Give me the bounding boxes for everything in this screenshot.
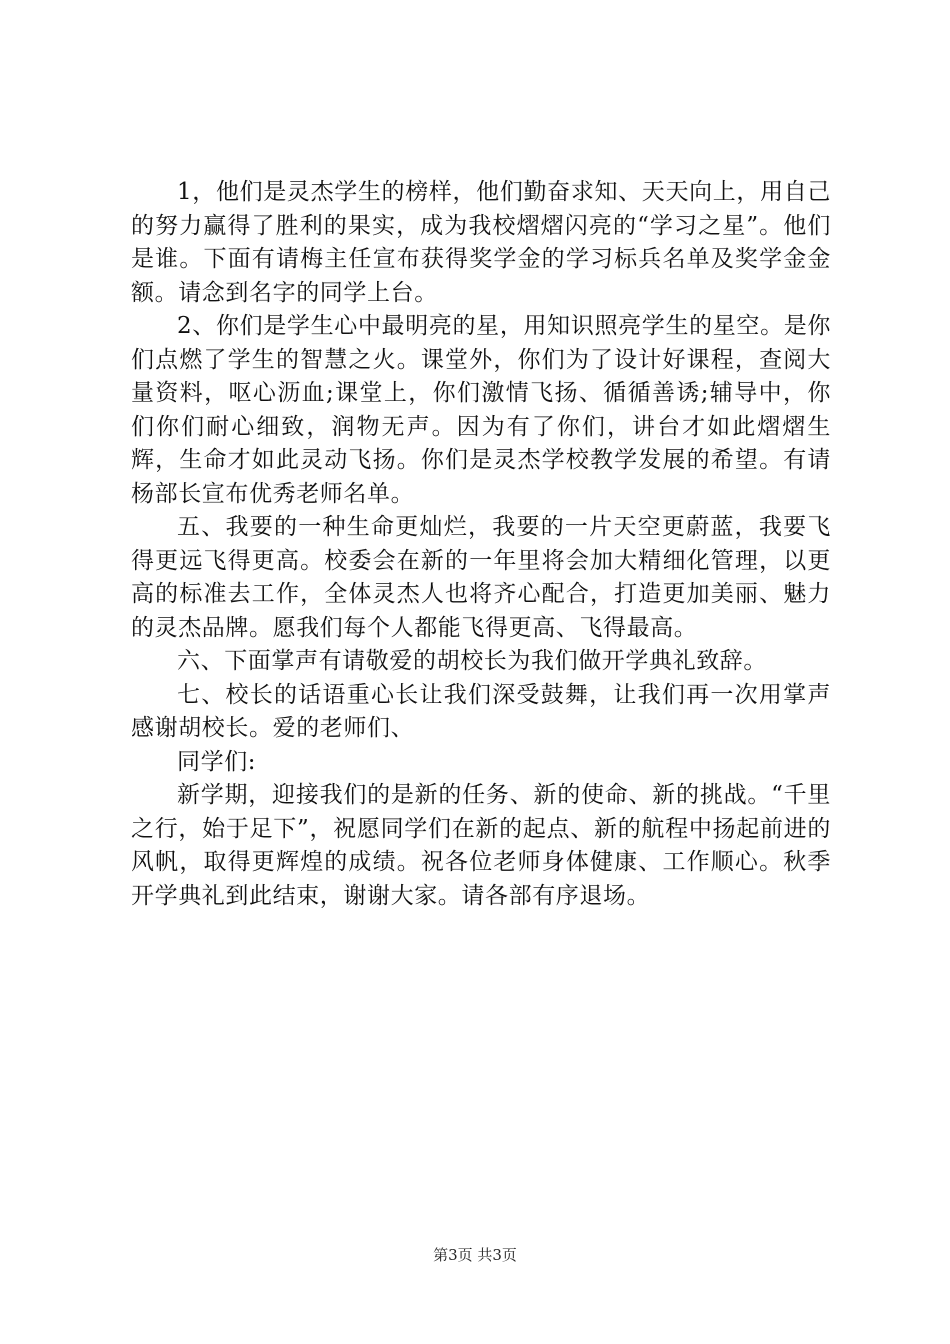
- paragraph-5: 七、校长的话语重心长让我们深受鼓舞，让我们再一次用掌声感谢胡校长。爱的老师们、: [131, 681, 831, 741]
- paragraph-4: 六、下面掌声有请敬爱的胡校长为我们做开学典礼致辞。: [177, 648, 767, 674]
- paragraph-1: 1，他们是灵杰学生的榜样，他们勤奋求知、天天向上，用自己的努力赢得了胜利的果实，成为我校熠熠闪亮的“学习之星”。他们是谁。下面有请梅主任宣布获得奖学金的学习标兵名单及奖学金金额。请念到名字的同学上台。: [131, 179, 831, 306]
- paragraph-7: 新学期，迎接我们的是新的任务、新的使命、新的挑战。“千里之行，始于足下”，祝愿同学们在新的起点、新的航程中扬起前进的风帆，取得更辉煌的成绩。祝各位老师身体健康、工作顺心。秋季开学典礼到此结束，谢谢大家。请各部有序退场。: [131, 782, 831, 909]
- document-body: [131, 176, 831, 913]
- paragraph-6: 同学们:: [177, 748, 257, 775]
- page-footer: 第3页 共3页: [433, 1246, 517, 1264]
- paragraph-3: 五、我要的一种生命更灿烂，我要的一片天空更蔚蓝，我要飞得更远飞得更高。校委会在新的一年里将会加大精细化管理，以更高的标准去工作，全体灵杰人也将齐心配合，打造更加美丽、魅力的灵杰品牌。愿我们每个人都能飞得更高、飞得最高。: [131, 514, 831, 641]
- paragraph-2: 2、你们是学生心中最明亮的星，用知识照亮学生的星空。是你们点燃了学生的智慧之火。课堂外，你们为了设计好课程，查阅大量资料，呕心沥血;课堂上，你们激情飞扬、循循善诱;辅导中，你们你们耐心细致，润物无声。因为有了你们，讲台才如此熠熠生辉，生命才如此灵动飞扬。你们是灵杰学校教学发展的希望。有请杨部长宣布优秀老师名单。: [131, 313, 831, 507]
